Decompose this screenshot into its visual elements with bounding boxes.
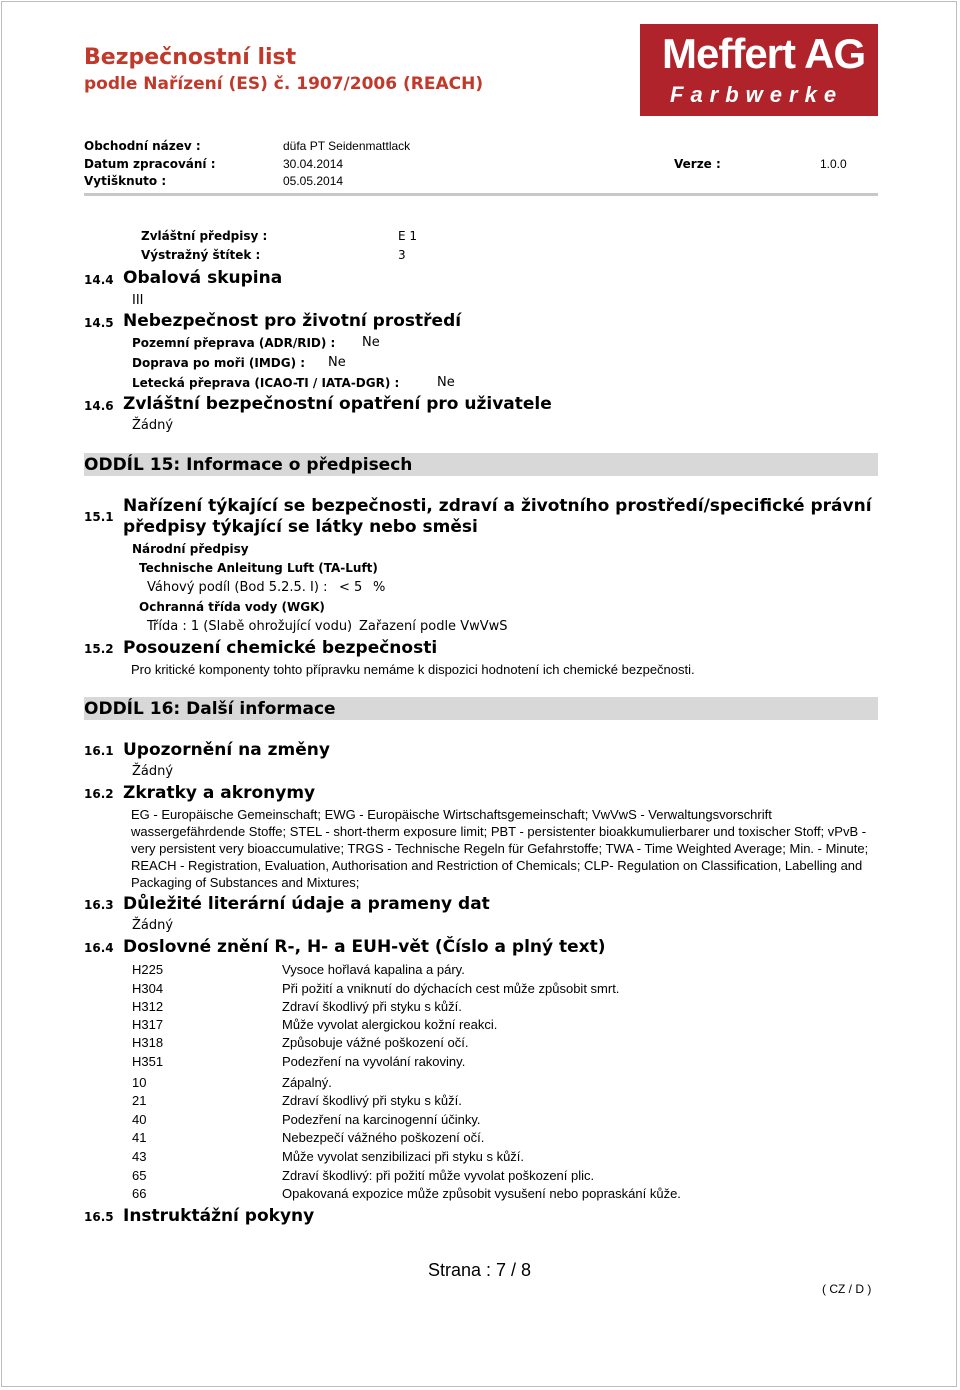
h-phrase-text: Může vyvolat alergickou kožní reakci. [282,1017,498,1032]
h-phrase-text: Způsobuje vážné poškození očí. [282,1035,469,1050]
r-phrase-text: Zdraví škodlivý: při požití může vyvolat poškození plic. [282,1168,595,1183]
h-phrase-text: Při požití a vniknutí do dýchacích cest může způsobit smrt. [282,981,620,996]
h-phrase-code: H318 [132,1035,164,1050]
language-code: ( CZ / D ) [822,1282,872,1296]
s151-number: 15.1 [84,510,114,524]
wgk-class: Třída : 1 (Slabě ohrožující vodu) [147,619,353,634]
special-label: Zvláštní předpisy : [141,229,268,243]
processed-value: 30.04.2014 [283,157,344,171]
processed-label: Datum zpracování : [84,157,216,171]
printed-label: Vytišknuto : [84,174,167,188]
page-number: Strana : 7 / 8 [428,1260,532,1280]
weight-label: Váhový podíl (Bod 5.2.5. I) : [147,580,328,595]
company-logo [640,24,878,116]
r-phrase-code: 43 [132,1149,147,1164]
r-phrase-code: 66 [132,1186,147,1201]
weight-unit: % [373,580,386,595]
air-label: Letecká přeprava (ICAO-TI / IATA-DGR) : [132,376,400,390]
national-regulations: Národní předpisy [132,542,249,556]
trade-name-label: Obchodní název : [84,139,201,153]
s144-number: 14.4 [84,273,114,287]
s146-value: Žádný [132,418,174,433]
document-title: Bezpečnostní list [84,45,297,70]
h-phrase-code: H351 [132,1054,164,1069]
h-phrase-text: Vysoce hořlavá kapalina a páry. [282,962,465,977]
s162-number: 16.2 [84,787,114,801]
s146-number: 14.6 [84,399,114,413]
s163-title: Důležité literární údaje a prameny dat [123,894,490,914]
s146-title: Zvláštní bezpečnostní opatření pro uživatele [123,394,552,414]
h-phrase-code: H312 [132,999,164,1014]
logo-line1: Meffert AG [662,30,866,77]
sea-label: Doprava po moři (IMDG) : [132,356,306,370]
warning-value: 3 [398,248,406,262]
sea-value: Ne [328,355,346,370]
r-phrase-text: Opakovaná expozice může způsobit vysušení nebo popraskání kůže. [282,1186,681,1201]
s152-title: Posouzení chemické bezpečnosti [123,638,438,658]
section15-bar [84,453,878,476]
s165-title: Instruktážní pokyny [123,1206,315,1226]
trade-name-value: düfa PT Seidenmattlack [283,139,411,153]
h-phrase-code: H225 [132,962,164,977]
r-phrase-code: 65 [132,1168,147,1183]
r-phrase-code: 40 [132,1112,147,1127]
air-value: Ne [437,375,455,390]
land-value: Ne [362,335,380,350]
h-phrase-text: Zdraví škodlivý při styku s kůží. [282,999,462,1014]
s161-number: 16.1 [84,744,114,758]
r-phrase-text: Zdraví škodlivý při styku s kůží. [282,1093,462,1108]
weight-value: < 5 [339,580,363,595]
s152-number: 15.2 [84,642,114,656]
r-phrase-text: Může vyvolat senzibilizaci při styku s kůží. [282,1149,525,1164]
r-phrase-code: 21 [132,1093,147,1108]
s165-number: 16.5 [84,1210,114,1224]
s161-value: Žádný [132,764,174,779]
s144-value: III [132,293,144,308]
section15-title: ODDÍL 15: Informace o předpisech [84,455,413,475]
warning-label: Výstražný štítek : [141,248,261,262]
document-subtitle: podle Nařízení (ES) č. 1907/2006 (REACH) [84,74,484,94]
s163-value: Žádný [132,918,174,933]
special-value: E 1 [398,229,418,243]
wgk-heading: Ochranná třída vody (WGK) [139,600,325,614]
h-phrase-text: Podezření na vyvolání rakoviny. [282,1054,466,1069]
s145-title: Nebezpečnost pro životní prostředí [123,311,462,331]
s151-title-line1: Nařízení týkající se bezpečnosti, zdraví a životního prostředí/specifické právní [123,496,872,516]
s164-title: Doslovné znění R-, H- a EUH-vět (Číslo a plný text) [123,937,606,957]
s161-title: Upozornění na změny [123,740,330,760]
r-phrase-code: 10 [132,1075,147,1090]
land-label: Pozemní přeprava (ADR/RID) : [132,336,336,350]
section16-title: ODDÍL 16: Další informace [84,699,336,719]
h-phrase-code: H304 [132,981,164,996]
r-phrase-text: Podezření na karcinogenní účinky. [282,1112,481,1127]
printed-value: 05.05.2014 [283,174,344,188]
wgk-reference: Zařazení podle VwVwS [359,619,508,634]
version-label: Verze : [674,157,721,171]
version-value: 1.0.0 [820,157,847,171]
r-phrase-code: 41 [132,1130,147,1145]
s144-title: Obalová skupina [123,268,283,288]
s145-number: 14.5 [84,316,114,330]
r-phrase-text: Zápalný. [282,1075,332,1090]
h-phrase-code: H317 [132,1017,164,1032]
s151-title-line2: předpisy týkající se látky nebo směsi [123,517,478,537]
s162-title: Zkratky a akronymy [123,783,316,803]
s164-number: 16.4 [84,941,114,955]
r-phrase-text: Nebezpečí vážného poškození očí. [282,1130,485,1145]
s152-text: Pro kritické komponenty tohto přípravku nemáme k dispozici hodnotení ich chemické bezpečnosti. [131,662,695,677]
logo-line2: Farbwerke [670,82,844,107]
s163-number: 16.3 [84,898,114,912]
abbreviations-paragraph: EG - Europäische Gemeinschaft; EWG - Europäische Wirtschaftsgemeinschaft; VwVwS - Verwaltungsvorschrift wassergefährdende Stoffe; STEL - short-therm exposure limit; PBT - persistenter bioakkumulierbarer und toxischer Stoff; vPvB - very persistent very bioaccumulative; TRGS - Technische Regeln für Gefahrstoffe; TWA - Time Weighted Average; Min. - Minute; REACH - Registration, Evaluation, Authorisation and Restriction of Chemicals; CLP- Regulation on Classification, Labelling and Packaging of Substances and Mixtures; [131,807,869,890]
header-divider [84,193,878,196]
taluft-heading: Technische Anleitung Luft (TA-Luft) [139,561,378,575]
section16-bar [84,697,878,720]
